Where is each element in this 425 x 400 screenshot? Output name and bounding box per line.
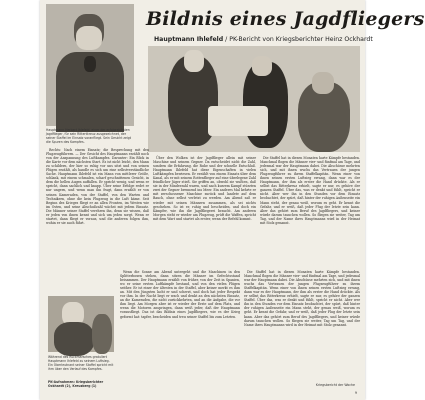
photo-credit: PK-Aufnahmen: Kriegsberichter Ockhardt (2), Kreuzberg (1)	[48, 380, 104, 388]
column-5-paragraph: Die Staffel hat in diesen Monaten harte Kämpfe bestanden. Manchmal flogen die Männer vier- und fünfmal am Tage, und jedesmal war der Hauptmann dabei. Die Abschüsse mehrten sich, und mit ihnen wuchs das Vertrauen der jungen Flugzeugführer zu ihrem Staffelkapitän. Wenn einer von ihnen seinen ersten Luftsieg errang, dann war es der Hauptmann, der ihm als erster die Hand drückte. Als er selbst das Ritterkreuz erhielt, sagte er nur, es gehöre der ganzen Staffel. Über das, was er denkt und fühlt, spricht er nicht. Aber wer ihn in den Stunden vor dem Einsatz beobachtet, der spürt, daß hinter der ruhigen Außenseite ein Mann steht, der genau weiß, worum es geht. Er kennt die Gefahr, und er weiß, daß jeder Flug der letzte sein kann. Aber das gehört zum Beruf des Jagdfliegers, und keiner würde darum tauschen wollen. So fliegen sie weiter, Tag um Tag, und der Name ihres Hauptmanns wird in der Heimat mit Stolz genannt.	[244, 270, 360, 327]
gratulation-photo	[48, 296, 114, 352]
footer-note: Kriegsbericht der Woche	[315, 383, 355, 387]
text-column-1	[46, 148, 149, 288]
caption-bottom: Während des Rückmarsches gratuliert Hauptmann Ihlefeld zu seinem Luftsieg. Ein Oberleutnant seiner Staffel spricht mit ihm über den Verlauf des Kampfes.	[48, 355, 114, 371]
column-2-paragraph: Über den Wolken ist der Jagdflieger allein mit seiner Maschine und seinem Gegner. Da entscheidet nicht die Zahl, sondern die Erfahrung, die Ruhe und der schnelle Entschluß. Hauptmann Ihlefeld hat diese Eigenschaften in vielen Luftkämpfen bewiesen. Er erzählt von einem Einsatz über dem Kanal, als er mit seinem Rottenflieger auf eine überlegene Zahl feindlicher Jäger stieß. Sie griffen an, obwohl sie wußten, daß sie in der Minderzahl waren, und nach kurzem Kampf stürzten zwei der Gegner brennend ins Meer. Ein anderes Mal kehrte er mit zerschossener Maschine zurück und landete auf dem Bauch, ohne selbst verletzt zu werden. Am Abend saß er wieder mit seinen Männern zusammen, als sei nichts geschehen. So ist er, ruhig und bescheiden, und doch ein Kämpfer, wie ihn die Jagdfliegerei braucht. Am anderen Morgen steht er wieder am Flugzeug, prüft die Waffen, spricht mit dem Wart und startet als erster, wenn der Befehl kommt.	[153, 156, 256, 221]
text-column-3	[260, 156, 360, 266]
briefing-photo	[148, 46, 360, 152]
subtitle-byline: / PK-Bericht von Kriegsberichter Heinz Ockhardt	[223, 36, 373, 43]
column-1-paragraph: Rechts: Nach einem Einsatz; die Besprechung mit den Flugzeugführern. — Der Gesicht des Hauptmanns erzählt noch von der Anspannung des Luftkampfes. Darunter: Ein Blick in die Karte vor dem nächsten Start. Es ist nicht leicht, den Mann zu schildern, der hier so ruhig vor uns sitzt und von seinen Flügen erzählt, als handle es sich um eine selbstverständliche Sache. Hauptmann Ihlefeld ist ein Mann von mittlerer Größe, schlank, mit einem schmalen, scharf geschnittenen Gesicht, in dem die hellen Augen auffallen. Er spricht wenig, und wenn er spricht, dann sachlich und knapp. Über seine Erfolge redet er nur ungern, und wenn man ihn fragt, dann erzählt er von seinen Kameraden, von der Staffel, von den Warten und Technikern, ohne die kein Flugzeug in die Luft käme. Seit Beginn des Krieges fliegt er an allen Fronten, im Westen wie im Osten, und seine Abschußzahl wächst mit jedem Einsatz. Die Männer seiner Staffel verehren ihn, denn sie wissen, daß er jeden von ihnen kennt und sich um jeden sorgt. Wenn er startet, dann fliegt er voraus, und die anderen folgen ihm, wohin er sie auch führt.	[46, 148, 149, 225]
subtitle-name: Hauptmann Ihlefeld	[154, 36, 224, 43]
page-number: 9	[354, 391, 357, 395]
caption-top: Hauptmann Herbert Ihlefeld, einer der erfolgreichsten Jagdflieger, für sein Rittertkreuz ausgezeichnet, der seiner Staffel im Einsatz voranfliegt. Sein Gesicht zeigt die Spuren des Kampfes.	[46, 128, 131, 144]
article-subtitle	[154, 36, 373, 43]
magazine-page	[40, 0, 425, 400]
column-3-paragraph: Die Staffel hat in diesen Monaten harte Kämpfe bestanden. Manchmal flogen die Männer vier- und fünfmal am Tage, und jedesmal war der Hauptmann dabei. Die Abschüsse mehrten sich, und mit ihnen wuchs das Vertrauen der jungen Flugzeugführer zu ihrem Staffelkapitän. Wenn einer von ihnen seinen ersten Luftsieg errang, dann war es der Hauptmann, der ihm als erster die Hand drückte. Als er selbst das Ritterkreuz erhielt, sagte er nur, es gehöre der ganzen Staffel. Über das, was er denkt und fühlt, spricht er nicht. Aber wer ihn in den Stunden vor dem Einsatz beobachtet, der spürt, daß hinter der ruhigen Außenseite ein Mann steht, der genau weiß, worum es geht. Er kennt die Gefahr, und er weiß, daß jeder Flug der letzte sein kann. Aber das gehört zum Beruf des Jagdfliegers, und keiner würde darum tauschen wollen. So fliegen sie weiter, Tag um Tag, und der Name ihres Hauptmanns wird in der Heimat mit Stolz genannt.	[260, 156, 360, 225]
article-title: Bildnis eines Jagdfliegers	[146, 8, 425, 30]
text-column-2	[153, 156, 256, 266]
portrait-photo	[46, 4, 134, 126]
text-column-5	[244, 270, 360, 380]
text-column-4	[120, 270, 240, 388]
column-4-paragraph: Wenn die Sonne am Abend untergeht und die Maschinen in den Splitterboxen stehen, dann sitzen die Männer im Gefechtsstand beisammen. Der Hauptmann erzählt von früher, von der Zeit in Spanien, wo er seine ersten Luftkämpfe bestand, und von den vielen Flügen seither. Er ist einer der ältesten in der Staffel, aber keiner merkt es ihm an. Mit den Jüngsten lacht er und scherzt, und doch hat jeder Respekt vor ihm. In der Nacht liegt er wach und denkt an den nächsten Einsatz, an die Kameraden, die nicht zurückkehrten, und an die Aufgabe, die vor ihm liegt. Am Morgen aber ist er wieder der Erste auf dem Platz, und wenn die Motoren anspringen, dann weiß jeder, daß der Hauptmann vorausfliegt. Das ist das Bildnis eines Jagdfliegers, wie es der Krieg geformt hat: tapfer, bescheiden und treu seiner Staffel bis zum Letzten.	[120, 270, 240, 319]
